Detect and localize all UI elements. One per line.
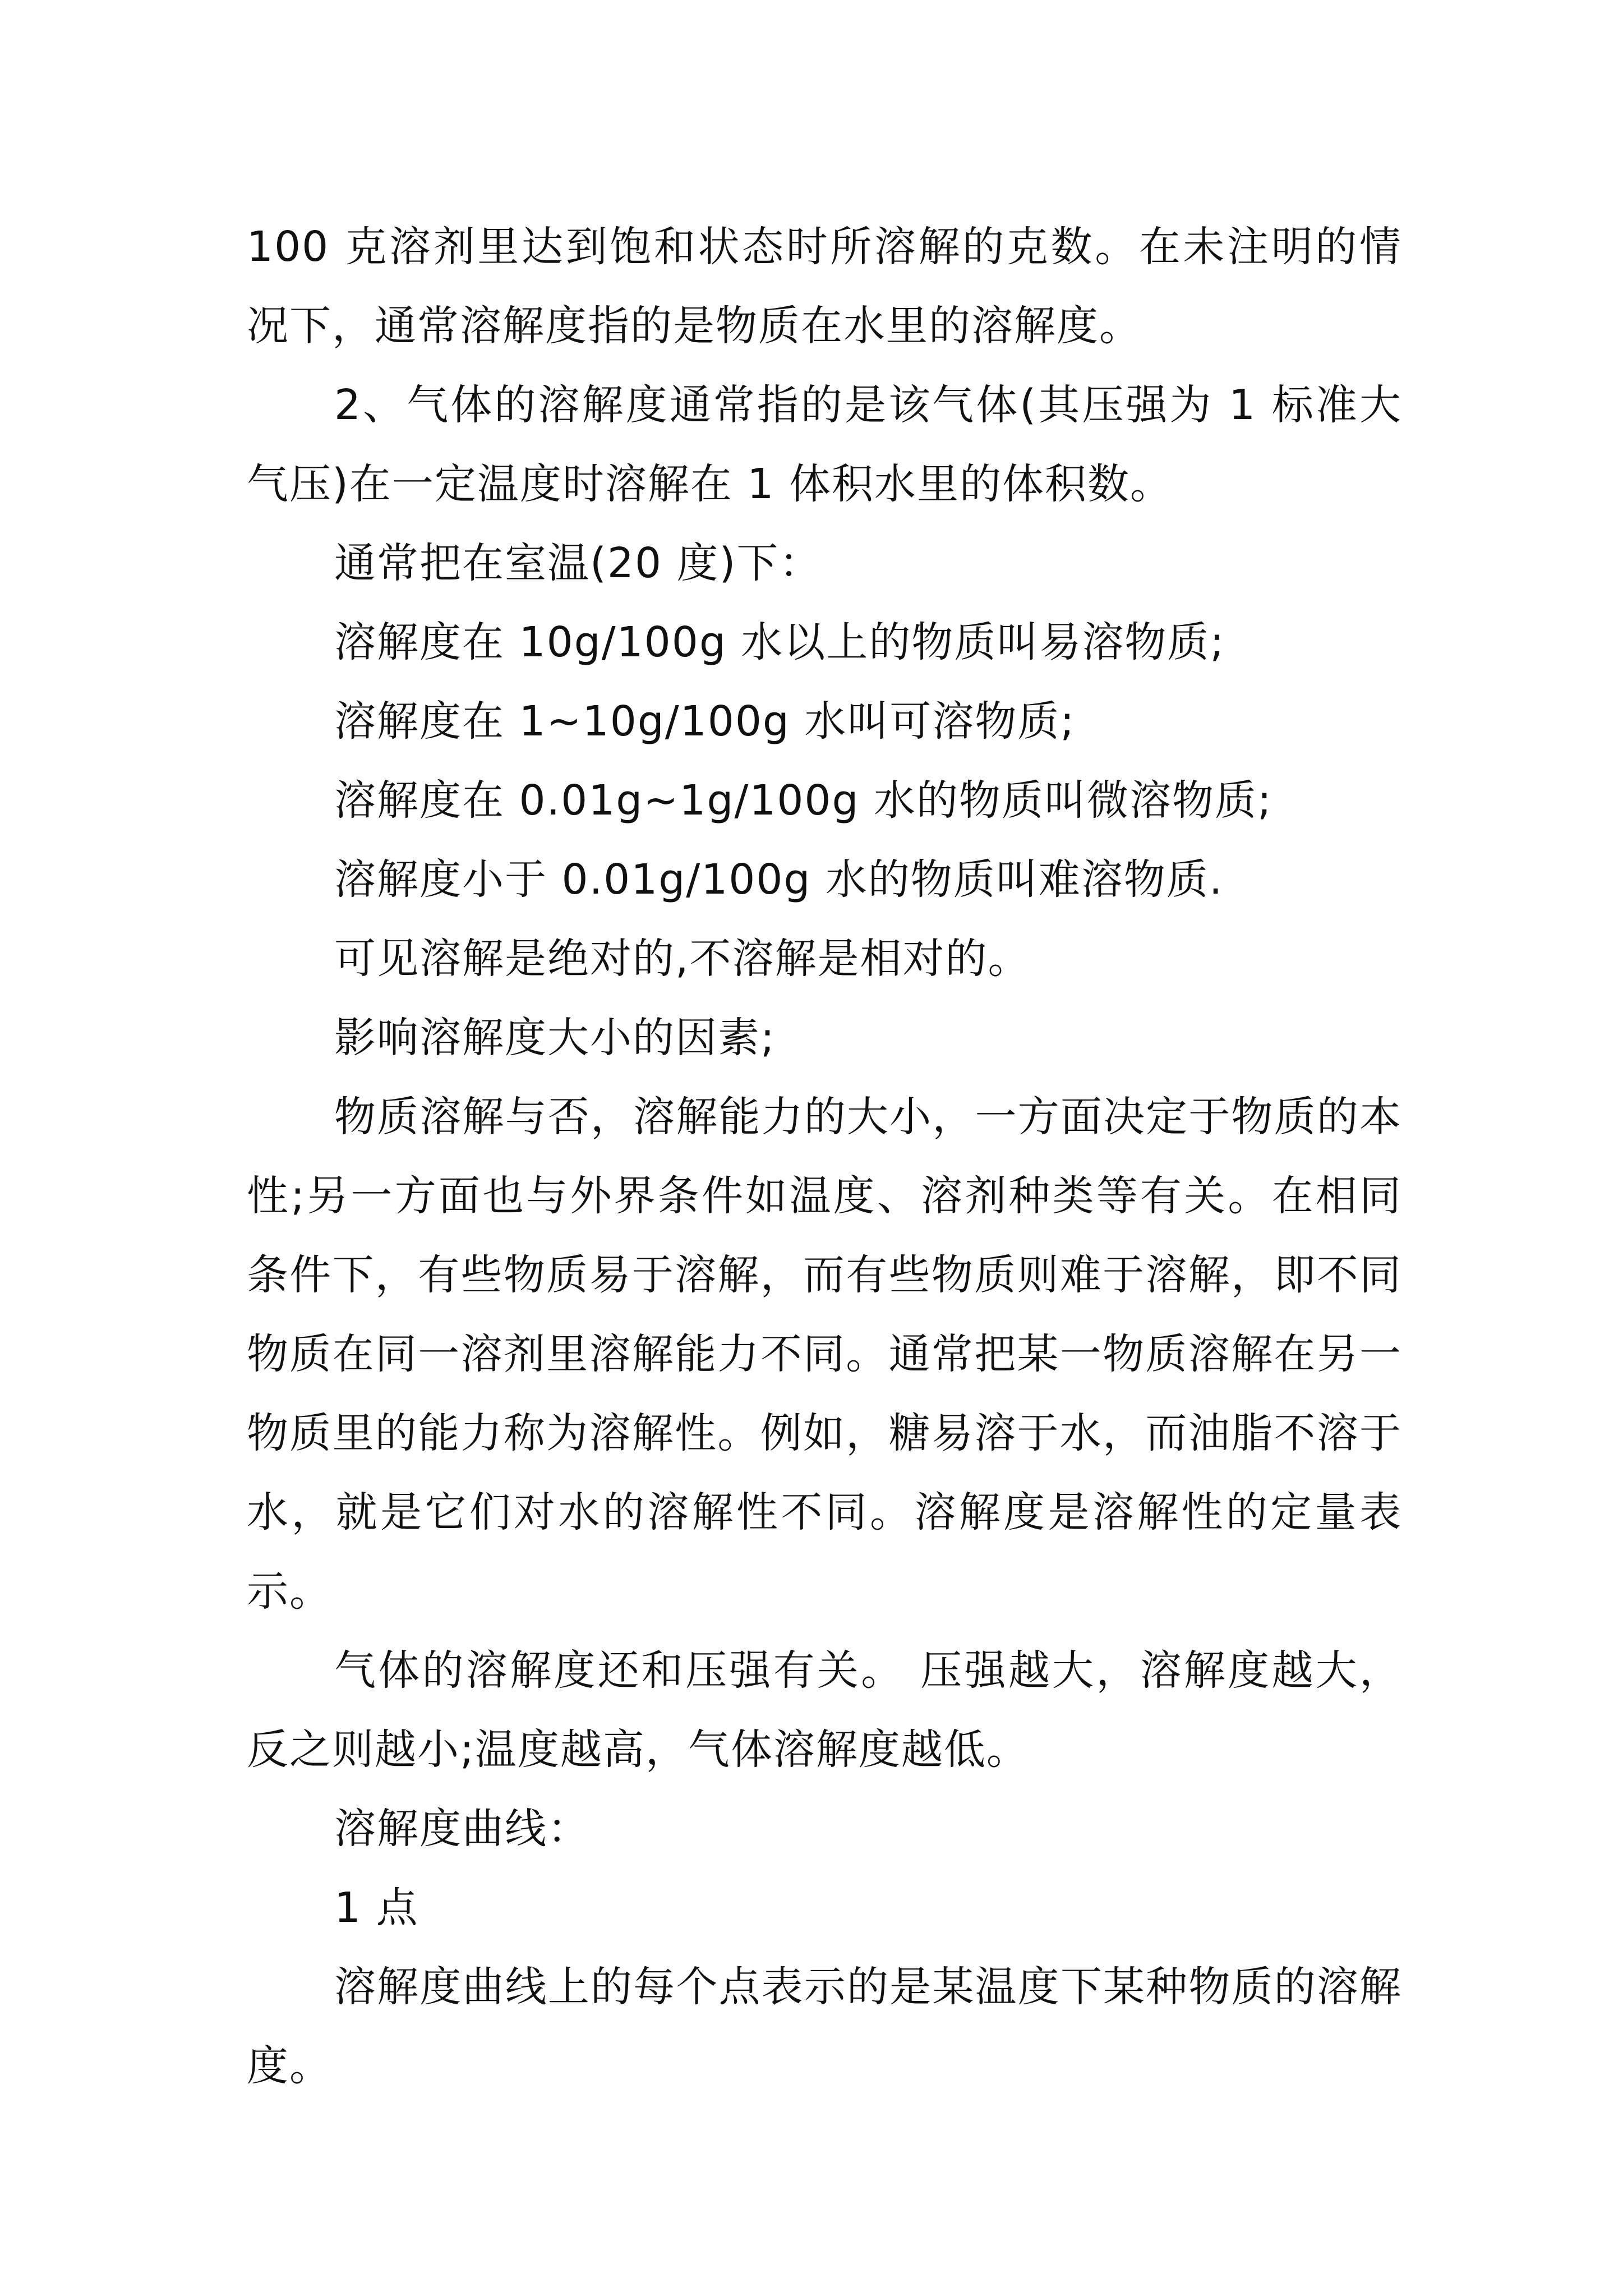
paragraph-easily-soluble: 溶解度在 10g/100g 水以上的物质叫易溶物质; — [334, 618, 1225, 666]
paragraph-soluble: 溶解度在 1~10g/100g 水叫可溶物质; — [334, 697, 1076, 746]
paragraph-slightly-soluble: 溶解度在 0.01g~1g/100g 水的物质叫微溶物质; — [334, 776, 1272, 825]
paragraph-factors-heading: 影响溶解度大小的因素; — [334, 1014, 776, 1062]
paragraph-solubility-curve-heading: 溶解度曲线： — [334, 1805, 590, 1853]
paragraph-point-explanation: 溶解度曲线上的每个点表示的是某温度下某种物质的溶解度。 — [247, 1963, 1402, 2090]
paragraph-relative-dissolution: 可见溶解是绝对的,不溶解是相对的。 — [334, 935, 1031, 983]
document-body — [247, 208, 1402, 2106]
paragraph-factors-explanation: 物质溶解与否，溶解能力的大小，一方面决定于物质的本性;另一方面也与外界条件如温度、溶剂种类等有关。在相同条件下，有些物质易于溶解，而有些物质则难于溶解，即不同物质在同一溶剂里溶解能力不同。通常把某一物质溶解在另一物质里的能力称为溶解性。例如，糖易溶于水，而油脂不溶于水，就是它们对水的溶解性不同。溶解度是溶解性的定量表示。 — [247, 1093, 1402, 1616]
paragraph-insoluble: 溶解度小于 0.01g/100g 水的物质叫难溶物质. — [334, 855, 1224, 904]
paragraph-point-heading: 1 点 — [334, 1884, 419, 1932]
paragraph-gas-pressure: 气体的溶解度还和压强有关。 压强越大，溶解度越大，反之则越小;温度越高，气体溶解度越低。 — [247, 1646, 1402, 1774]
paragraph-continued-definition: 100 克溶剂里达到饱和状态时所溶解的克数。在未注明的情况下，通常溶解度指的是物质在水里的溶解度。 — [247, 223, 1402, 350]
paragraph-room-temperature-intro: 通常把在室温(20 度)下： — [334, 539, 822, 587]
paragraph-gas-solubility-definition: 2、气体的溶解度通常指的是该气体(其压强为 1 标准大气压)在一定温度时溶解在 1 体积水里的体积数。 — [247, 381, 1402, 508]
